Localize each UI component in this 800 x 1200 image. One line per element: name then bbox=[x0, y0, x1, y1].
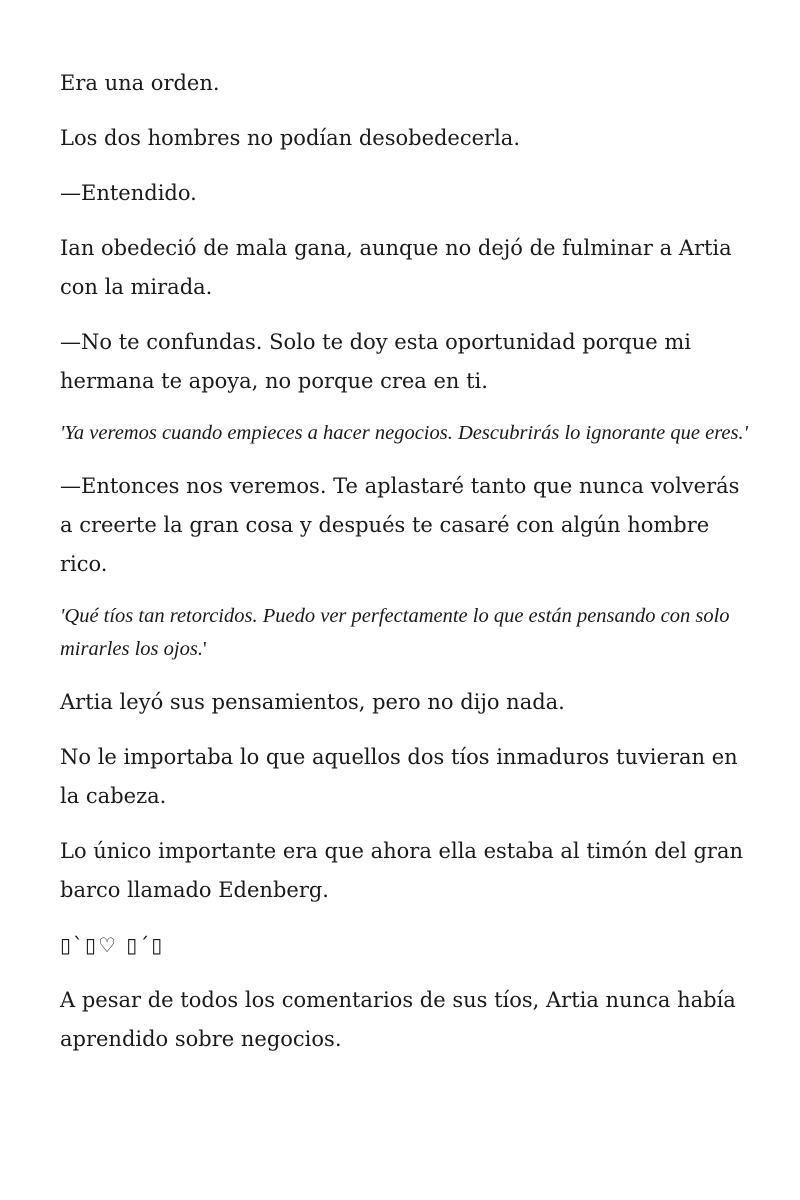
paragraph: Los dos hombres no podían desobedecerla. bbox=[60, 126, 521, 150]
reader-page bbox=[60, 64, 750, 1075]
dialogue-line: —Entonces nos veremos. Te aplastaré tanto que nunca volverás a creerte la gran cosa y después te casaré con algún hombre rico. bbox=[60, 474, 740, 576]
paragraph: No le importaba lo que aquellos dos tíos inmaduros tuvieran en la cabeza. bbox=[60, 745, 738, 808]
inner-thought bbox=[60, 600, 750, 666]
inner-thought-text: 'Qué tíos tan retorcidos. Puedo ver perfectamente lo que están pensando con solo mirarles los ojos. bbox=[60, 605, 730, 660]
dialogue-line: —Entendido. bbox=[60, 181, 197, 205]
inner-thought: 'Ya veremos cuando empieces a hacer negocios. Descubrirás lo ignorante que eres.' bbox=[60, 422, 748, 444]
scene-separator: ▯`▯♡ ▯´▯ bbox=[60, 933, 165, 957]
paragraph: Lo único importante era que ahora ella estaba al timón del gran barco llamado Edenberg. bbox=[60, 839, 744, 902]
paragraph: Era una orden. bbox=[60, 71, 220, 95]
paragraph: Artia leyó sus pensamientos, pero no dijo nada. bbox=[60, 690, 565, 714]
paragraph: A pesar de todos los comentarios de sus tíos, Artia nunca había aprendido sobre negocios. bbox=[60, 988, 736, 1051]
closing-quote: ' bbox=[202, 638, 207, 660]
paragraph: Ian obedeció de mala gana, aunque no dejó de fulminar a Artia con la mirada. bbox=[60, 236, 732, 299]
dialogue-line: —No te confundas. Solo te doy esta oportunidad porque mi hermana te apoya, no porque crea en ti. bbox=[60, 330, 692, 393]
